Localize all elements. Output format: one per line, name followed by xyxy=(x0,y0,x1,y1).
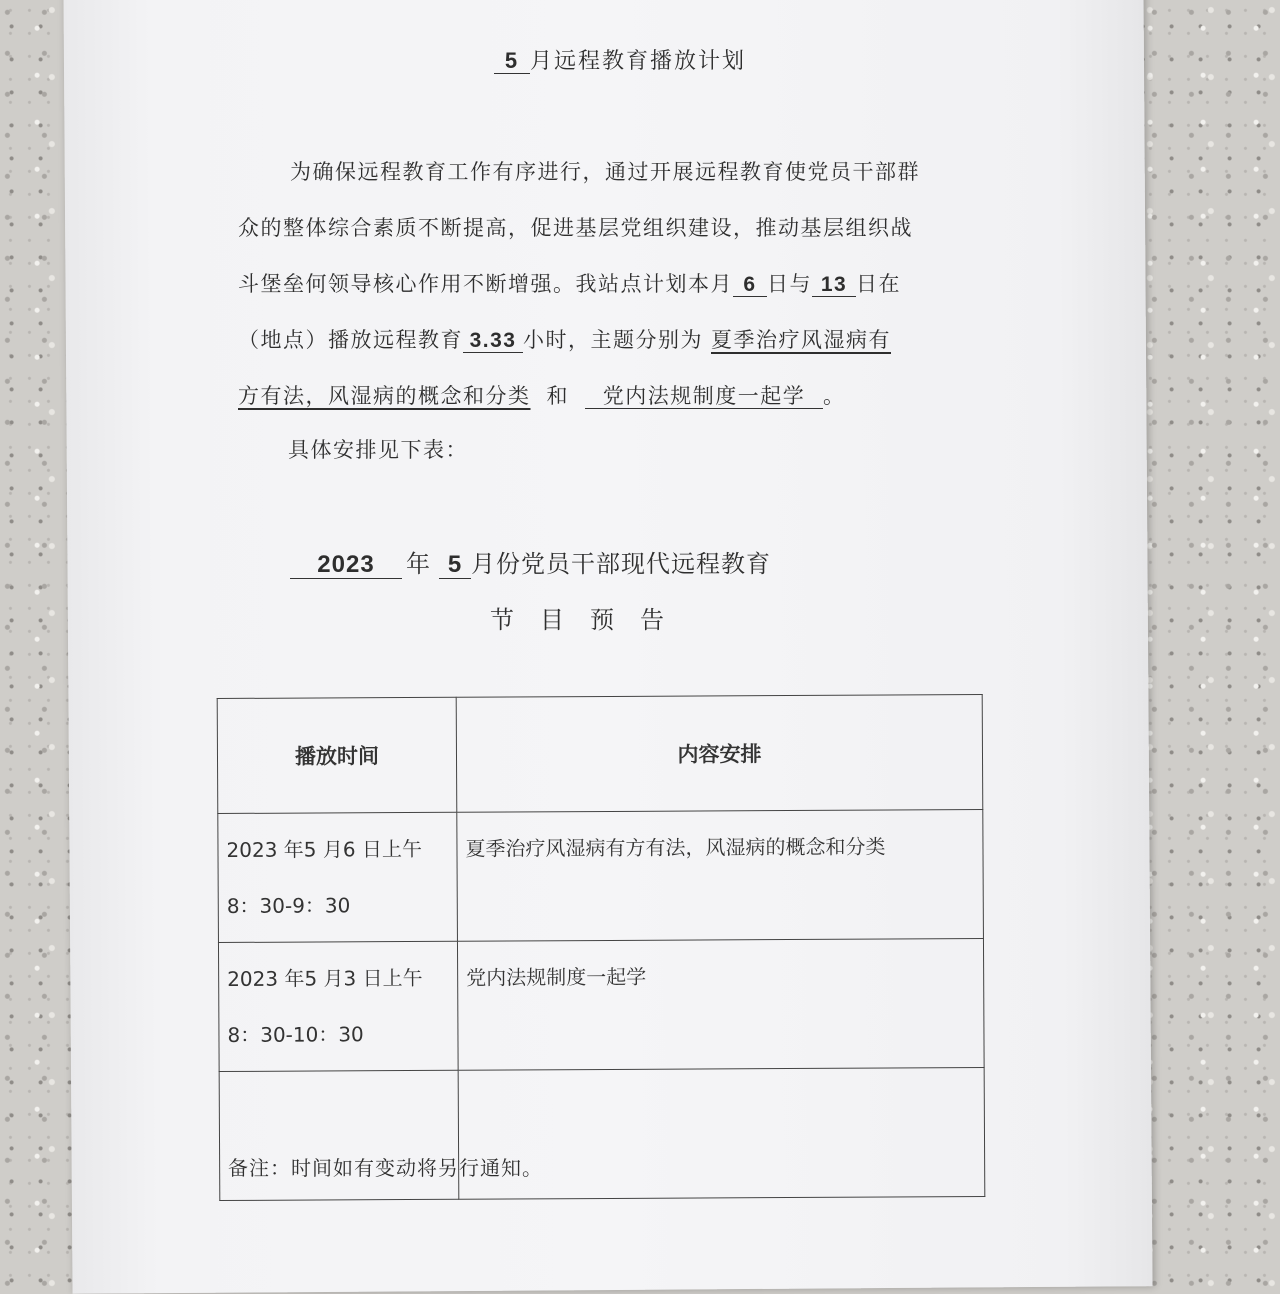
hours-field: 3.33 xyxy=(463,329,523,353)
and-word: 和 xyxy=(547,384,570,408)
para-line-3-text-b: 日与 xyxy=(767,272,812,296)
para-line-2: 众的整体综合素质不断提高，促进基层党组织建设，推动基层组织战 xyxy=(238,212,913,242)
title-text: 月远程教育播放计划 xyxy=(530,49,746,74)
para-line-6: 具体安排见下表： xyxy=(288,434,468,464)
time-line-1: 2023 年5 月6 日上午 xyxy=(226,837,422,862)
schedule-subheading: 节 目 预 告 xyxy=(490,600,665,635)
day2-field: 13 xyxy=(812,273,856,297)
para-line-4-text-a: （地点）播放远程教育 xyxy=(238,328,463,352)
schedule-heading xyxy=(290,544,771,579)
time-line-2: 8：30-10：30 xyxy=(227,1022,363,1047)
heading-year: 2023 xyxy=(290,552,402,579)
header-content: 内容安排 xyxy=(456,695,983,813)
topic1-part1: 夏季治疗风湿病有 xyxy=(711,328,891,352)
doc-title xyxy=(494,44,746,75)
table-row xyxy=(218,809,984,942)
content-cell: 党内法规制度一起学 xyxy=(457,938,984,1070)
time-cell xyxy=(218,941,458,1071)
schedule-table xyxy=(217,694,986,1201)
para-line-3-text-c: 日在 xyxy=(856,272,901,296)
time-line-1: 2023 年5 月3 日上午 xyxy=(227,966,423,991)
period: 。 xyxy=(823,384,846,408)
para-line-5 xyxy=(238,380,846,410)
heading-month: 5 xyxy=(439,552,471,579)
time-cell xyxy=(218,812,458,942)
title-month: 5 xyxy=(494,49,530,74)
content-cell: 夏季治疗风湿病有方有法，风湿病的概念和分类 xyxy=(457,809,984,941)
day1-field: 6 xyxy=(733,273,767,297)
para-line-4 xyxy=(238,324,891,354)
para-line-1: 为确保远程教育工作有序进行，通过开展远程教育使党员干部群 xyxy=(290,156,920,186)
footnote: 备注：时间如有变动将另行通知。 xyxy=(228,1152,543,1181)
topic2-field: 党内法规制度一起学 xyxy=(585,385,823,409)
time-line-2: 8：30-9：30 xyxy=(227,893,351,918)
heading-text: 月份党员干部现代远程教育 xyxy=(471,550,771,578)
topic1-part2: 方有法，风湿病的概念和分类 xyxy=(238,384,531,408)
para-line-4-text-b: 小时，主题分别为 xyxy=(523,328,703,352)
table-row xyxy=(218,938,984,1071)
para-line-3 xyxy=(238,268,901,298)
header-time: 播放时间 xyxy=(217,697,457,813)
table-header-row xyxy=(217,695,983,814)
heading-year-suffix: 年 xyxy=(406,550,431,578)
para-line-3-text-a: 斗堡垒何领导核心作用不断增强。我站点计划本月 xyxy=(238,272,733,296)
